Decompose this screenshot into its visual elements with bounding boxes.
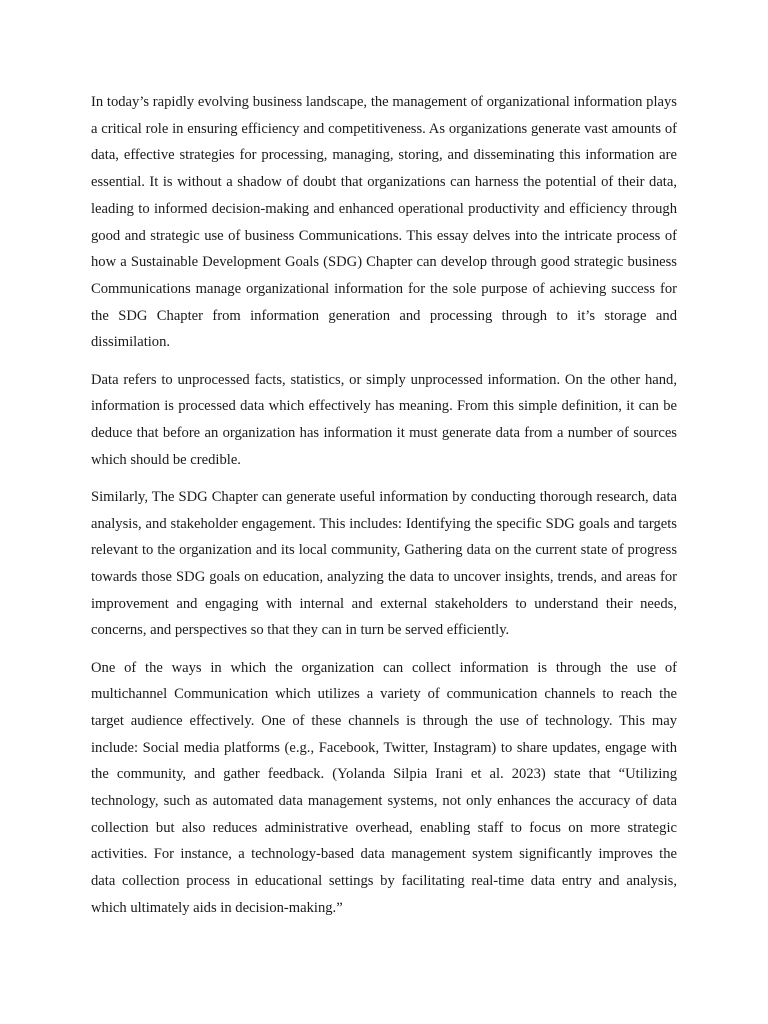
paragraph-data-definition: Data refers to unprocessed facts, statistics, or simply unprocessed information. On the other hand, information is processed data which effectively has meaning. From this simple definition, it can be deduce that before an organization has information it must generate data from a number of sources which should be credible. [91, 371, 677, 468]
paragraph-multichannel-communication: One of the ways in which the organization can collect information is through the use of multichannel Communication which utilizes a variety of communication channels to reach the target audience effectively. One of these channels is through the use of technology. This may include: Social media platforms (e.g., Facebook, Twitter, Instagram) to share updates, engage with the community, and gather feedback. (Yolanda Silpia Irani et al. 2023) state that “Utilizing technology, such as automated data management systems, not only enhances the accuracy of data collection but also reduces administrative overhead, enabling staff to focus on more strategic activities. For instance, a technology-based data management system significantly improves the data collection process in educational settings by facilitating real-time data entry and analysis, which ultimately aids in decision-making.” [91, 659, 677, 916]
paragraph-information-generation: Similarly, The SDG Chapter can generate useful information by conducting thorough research, data analysis, and stakeholder engagement. This includes: Identifying the specific SDG goals and targets relevant to the organization and its local community, Gathering data on the current state of progress towards those SDG goals on education, analyzing the data to uncover insights, trends, and areas for improvement and engaging with internal and external stakeholders to understand their needs, concerns, and perspectives so that they can in turn be served efficiently. [91, 488, 677, 639]
paragraph-introduction: In today’s rapidly evolving business landscape, the management of organizational information plays a critical role in ensuring efficiency and competitiveness. As organizations generate vast amounts of data, effective strategies for processing, managing, storing, and disseminating this information are essential. It is without a shadow of doubt that organizations can harness the potential of their data, leading to informed decision-making and enhanced operational productivity and efficiency through good and strategic use of business Communications. This essay delves into the intricate process of how a Sustainable Development Goals (SDG) Chapter can develop through good strategic business Communications manage organizational information for the sole purpose of achieving success for the SDG Chapter from information generation and processing through to it’s storage and dissimilation. [91, 94, 677, 351]
document-page [91, 89, 677, 932]
